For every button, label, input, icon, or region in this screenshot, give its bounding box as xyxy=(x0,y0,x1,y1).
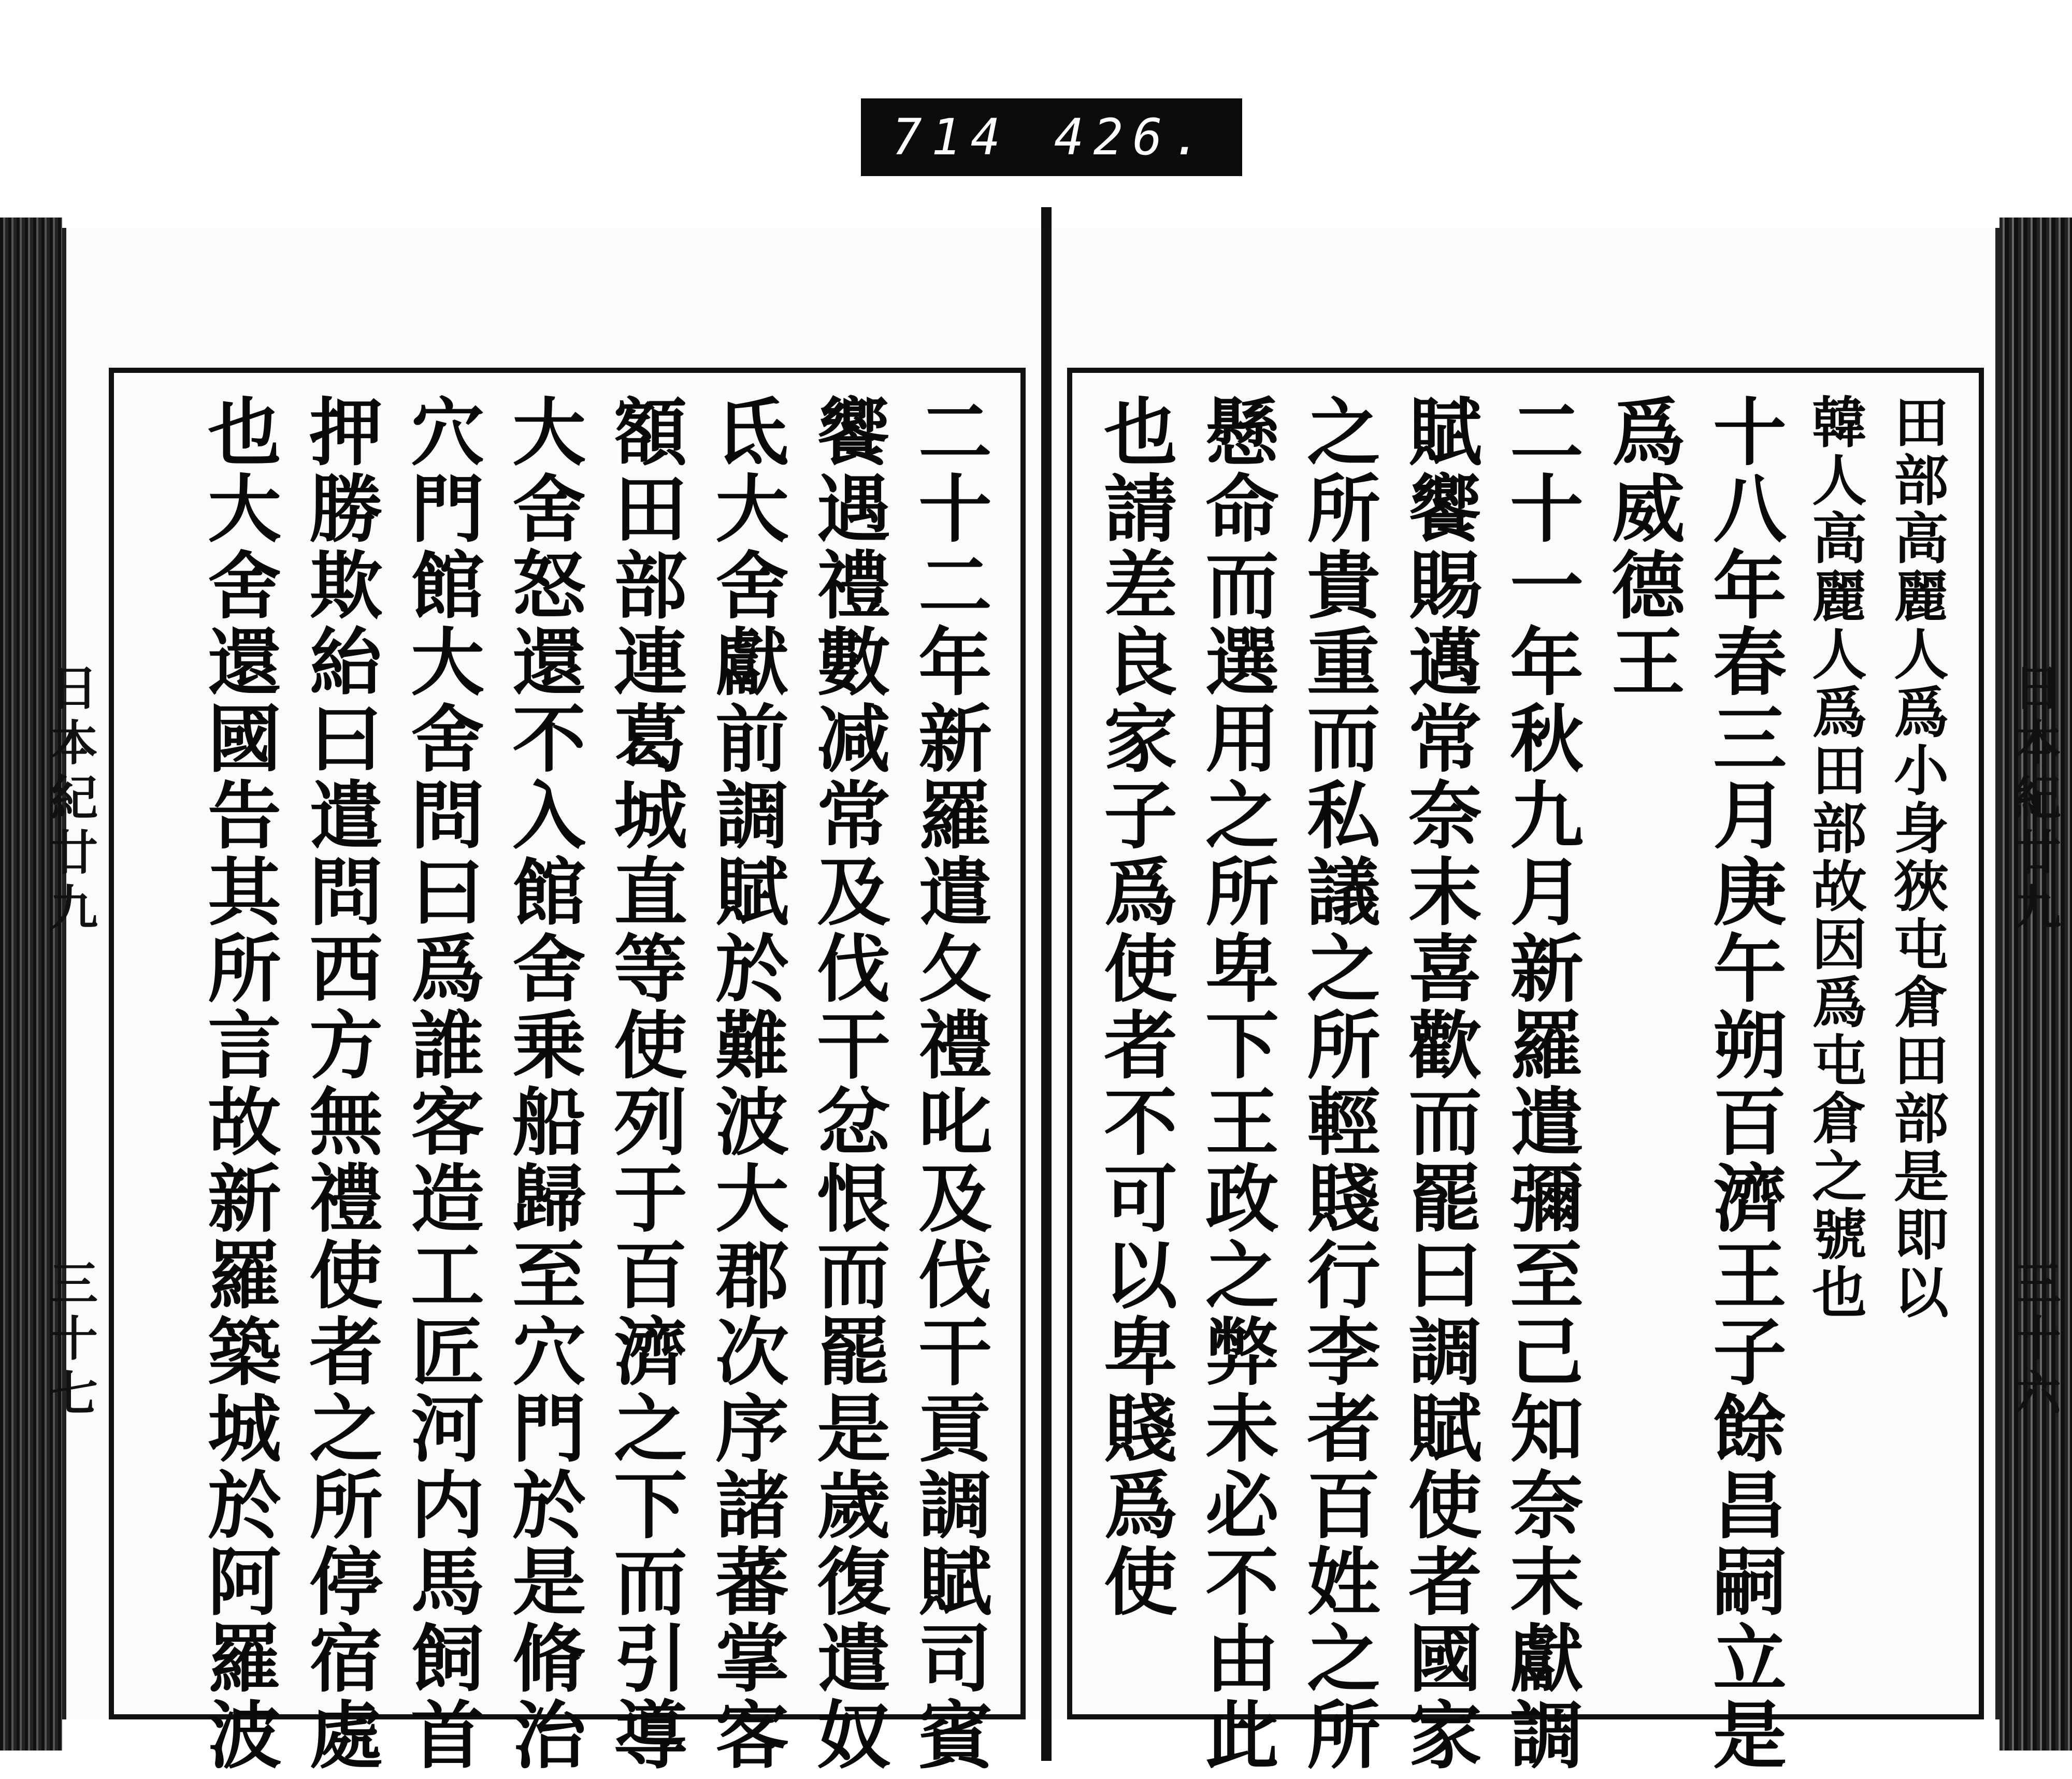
right-margin-title: 日本紀廿九 xyxy=(2006,663,2062,937)
text-column: 大舍怒還不入館舍乗船歸至穴門於是脩治 xyxy=(500,394,586,1773)
text-column: 二十二年新羅遣夂禮叱及伐干貢調賦司賓 xyxy=(906,394,992,1773)
text-column: 二十一年秋九月新羅遣彌至己知奈末獻調 xyxy=(1498,394,1584,1773)
page-stack-right xyxy=(1999,218,2072,1751)
text-column: 額田部連葛城直等使列于百濟之下而引導 xyxy=(601,394,687,1773)
text-column: 也請差良家子爲使者不可以卑賤爲使 xyxy=(1091,394,1177,1620)
left-margin-title: 日本紀廿九 xyxy=(42,663,98,937)
left-text-frame xyxy=(109,368,1026,1773)
catalog-label-right: 426. xyxy=(1054,108,1211,166)
left-text-block xyxy=(135,394,1000,1773)
text-column-small: 田部高麗人爲小身狹屯倉田部是即以 xyxy=(1885,394,1950,1322)
text-column: 押勝欺紿曰遣問西方無禮使者之所停宿處 xyxy=(297,394,383,1773)
text-column: 爲威德王 xyxy=(1599,394,1685,700)
catalog-label xyxy=(861,98,1242,176)
text-column-small: 韓人高麗人爲田部故因爲屯倉之號也 xyxy=(1803,394,1868,1322)
right-margin-folio: 三十六 xyxy=(2006,1259,2062,1423)
text-column: 懸命而選用之所卑下王政之弊未必不由此 xyxy=(1193,394,1279,1773)
left-margin-folio: 三十七 xyxy=(42,1259,98,1423)
text-column: 十八年春三月庚午朔百濟王子餘昌嗣立是 xyxy=(1701,394,1787,1773)
right-text-frame xyxy=(1067,368,1984,1773)
text-column: 賦饗賜邁常奈末喜歡而罷曰調賦使者國家 xyxy=(1396,394,1482,1773)
text-column: 也大舍還國告其所言故新羅築城於阿羅波 xyxy=(195,394,281,1773)
catalog-label-left: 714 xyxy=(892,108,1010,166)
book-gutter xyxy=(1041,207,1052,1761)
right-text-block xyxy=(1091,394,1958,1773)
text-column: 之所貴重而私議之所輕賤行李者百姓之所 xyxy=(1294,394,1380,1773)
text-column: 饗遇禮數减常及伐干忿恨而罷是歲復遣奴 xyxy=(804,394,890,1773)
page-stack-left xyxy=(0,218,62,1751)
open-book xyxy=(0,197,2072,1779)
text-column: 氐大舍獻前調賦於難波大郡次序諸蕃掌客 xyxy=(703,394,789,1773)
text-column: 穴門館大舍問曰爲誰客造工匠河内馬飼首 xyxy=(398,394,484,1773)
